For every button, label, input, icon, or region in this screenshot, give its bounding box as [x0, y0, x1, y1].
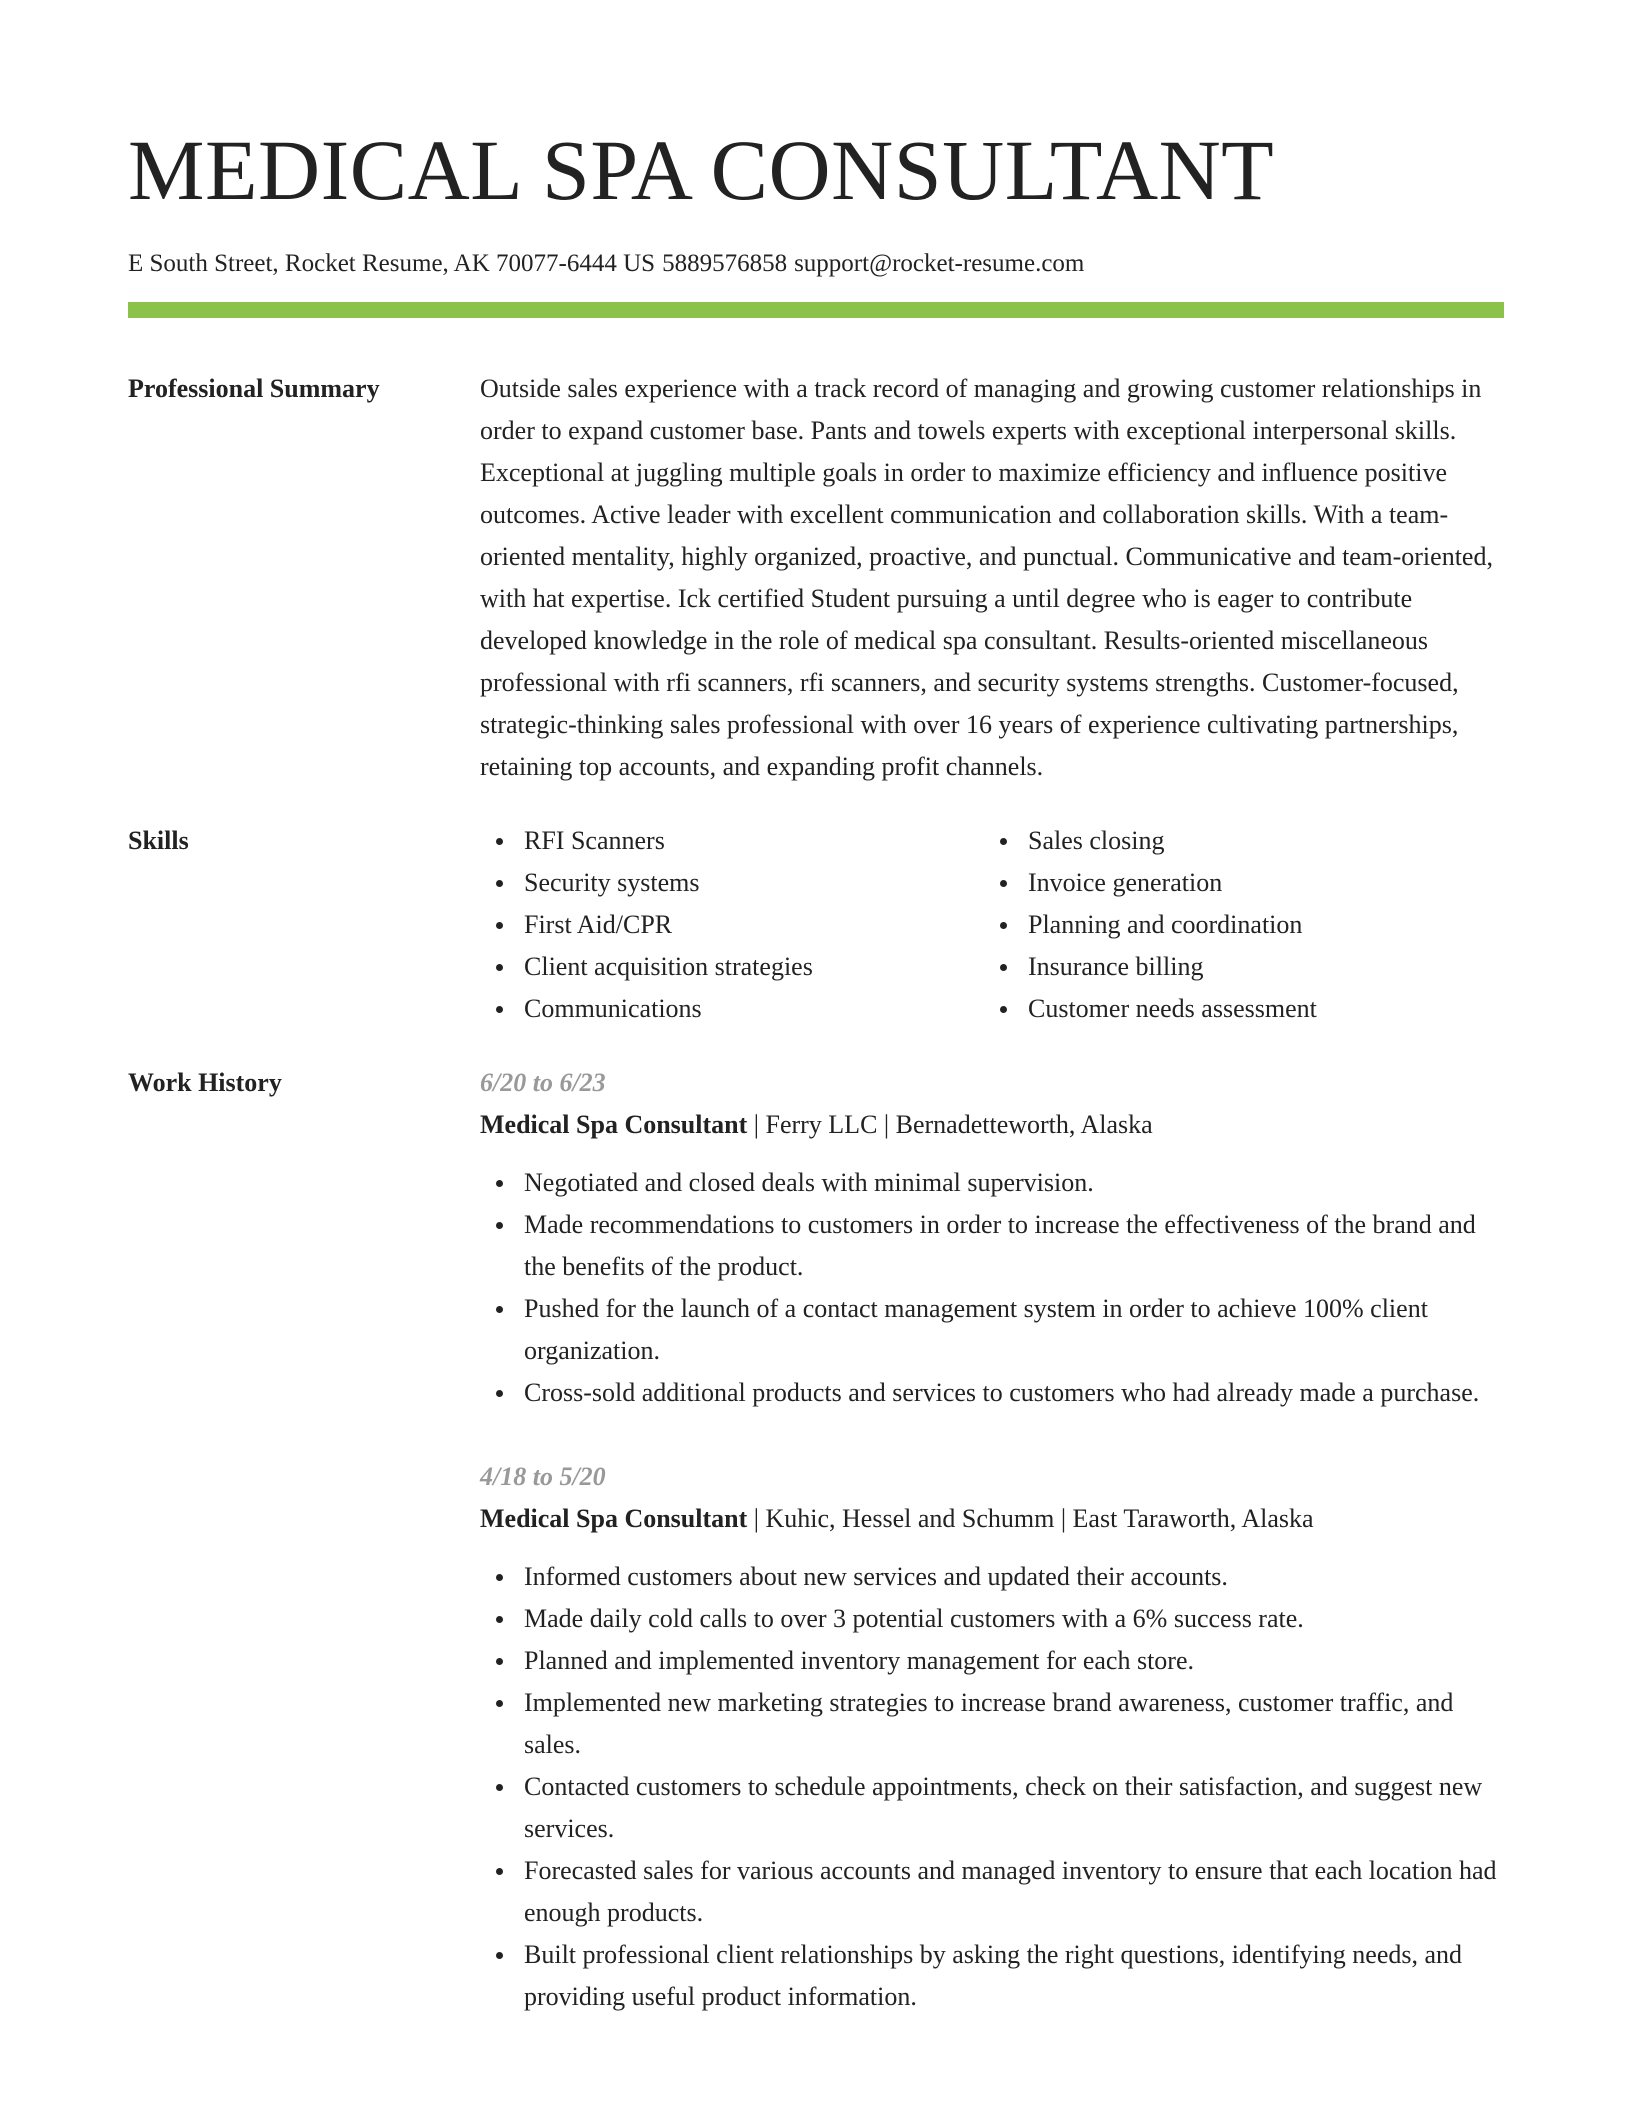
- job-entry: [480, 1062, 1504, 1414]
- job-bullet: Informed customers about new services and updated their accounts.: [524, 1556, 1504, 1598]
- skill-item: Security systems: [524, 862, 984, 904]
- summary-text: Outside sales experience with a track record of managing and growing customer relationships in order to expand customer base. Pants and towels experts with exceptional interpersonal skills. Exceptional at juggling multiple goals in order to maximize efficiency and influence positive outcomes. Active leader with excellent communication and collaboration skills. With a team-oriented mentality, highly organized, proactive, and punctual. Communicative and team-oriented, with hat expertise. Ick certified Student pursuing a until degree who is eager to contribute developed knowledge in the role of medical spa consultant. Results-oriented miscellaneous professional with rfi scanners, rfi scanners, and security systems strengths. Customer-focused, strategic-thinking sales professional with over 16 years of experience cultivating partnerships, retaining top accounts, and expanding profit channels.: [480, 374, 1493, 781]
- skill-item: Client acquisition strategies: [524, 946, 984, 988]
- job-bullet: Planned and implemented inventory management for each store.: [524, 1640, 1504, 1682]
- skills-heading: Skills: [128, 826, 189, 855]
- job-title-line: [480, 1498, 1504, 1540]
- job-bullet: Cross-sold additional products and services to customers who had already made a purchase.: [524, 1372, 1504, 1414]
- summary-body: [480, 368, 1504, 788]
- job-entry: [480, 1456, 1504, 2018]
- job-separator: |: [753, 1110, 759, 1139]
- job-bullet: Contacted customers to schedule appointments, check on their satisfaction, and suggest new services.: [524, 1766, 1504, 1850]
- page-title: MEDICAL SPA CONSULTANT: [128, 122, 1275, 218]
- job-dates: 6/20 to 6/23: [480, 1068, 606, 1097]
- skills-body: [480, 820, 1504, 1030]
- skills-list-right: [984, 820, 1488, 1030]
- job-location: Bernadetteworth, Alaska: [895, 1110, 1153, 1139]
- job-separator: |: [753, 1504, 759, 1533]
- job-bullet: Made recommendations to customers in order to increase the effectiveness of the brand and the benefits of the product.: [524, 1204, 1504, 1288]
- contact-phone: 5889576858: [662, 250, 788, 277]
- header-divider: [128, 302, 1504, 318]
- skill-item: Insurance billing: [1028, 946, 1488, 988]
- skills-list-left: [480, 820, 984, 1030]
- skill-item: RFI Scanners: [524, 820, 984, 862]
- skill-item: First Aid/CPR: [524, 904, 984, 946]
- summary-section: [128, 368, 1504, 788]
- job-title: Medical Spa Consultant: [480, 1504, 748, 1533]
- work-history-body: [480, 1062, 1504, 2018]
- skill-item: Customer needs assessment: [1028, 988, 1488, 1030]
- summary-heading: Professional Summary: [128, 374, 380, 403]
- job-separator: |: [1060, 1504, 1067, 1533]
- contact-email: support@rocket-resume.com: [794, 250, 1085, 277]
- contact-address: E South Street, Rocket Resume, AK 70077-6444 US: [128, 250, 656, 277]
- job-bullet: Made daily cold calls to over 3 potential customers with a 6% success rate.: [524, 1598, 1504, 1640]
- job-separator: |: [883, 1110, 890, 1139]
- skills-section: [128, 820, 1504, 1030]
- skill-item: Invoice generation: [1028, 862, 1488, 904]
- job-bullet: Forecasted sales for various accounts and managed inventory to ensure that each location had enough products.: [524, 1850, 1504, 1934]
- job-bullet: Negotiated and closed deals with minimal supervision.: [524, 1162, 1504, 1204]
- job-title-line: [480, 1104, 1504, 1146]
- job-bullets: [480, 1556, 1504, 2018]
- job-dates: 4/18 to 5/20: [480, 1462, 606, 1491]
- job-company: Kuhic, Hessel and Schumm: [765, 1504, 1055, 1533]
- resume-page: [128, 0, 1504, 2018]
- contact-line: [128, 248, 1504, 280]
- skill-item: Sales closing: [1028, 820, 1488, 862]
- job-bullet: Pushed for the launch of a contact management system in order to achieve 100% client organization.: [524, 1288, 1504, 1372]
- skills-column-right: [984, 820, 1488, 1030]
- job-title: Medical Spa Consultant: [480, 1110, 748, 1139]
- skill-item: Planning and coordination: [1028, 904, 1488, 946]
- job-bullets: [480, 1162, 1504, 1414]
- skill-item: Communications: [524, 988, 984, 1030]
- work-history-heading: Work History: [128, 1068, 282, 1097]
- job-location: East Taraworth, Alaska: [1072, 1504, 1314, 1533]
- skills-column-left: [480, 820, 984, 1030]
- job-bullet: Built professional client relationships by asking the right questions, identifying needs, and providing useful product information.: [524, 1934, 1504, 2018]
- work-history-section: [128, 1062, 1504, 2018]
- job-bullet: Implemented new marketing strategies to increase brand awareness, customer traffic, and sales.: [524, 1682, 1504, 1766]
- job-company: Ferry LLC: [765, 1110, 878, 1139]
